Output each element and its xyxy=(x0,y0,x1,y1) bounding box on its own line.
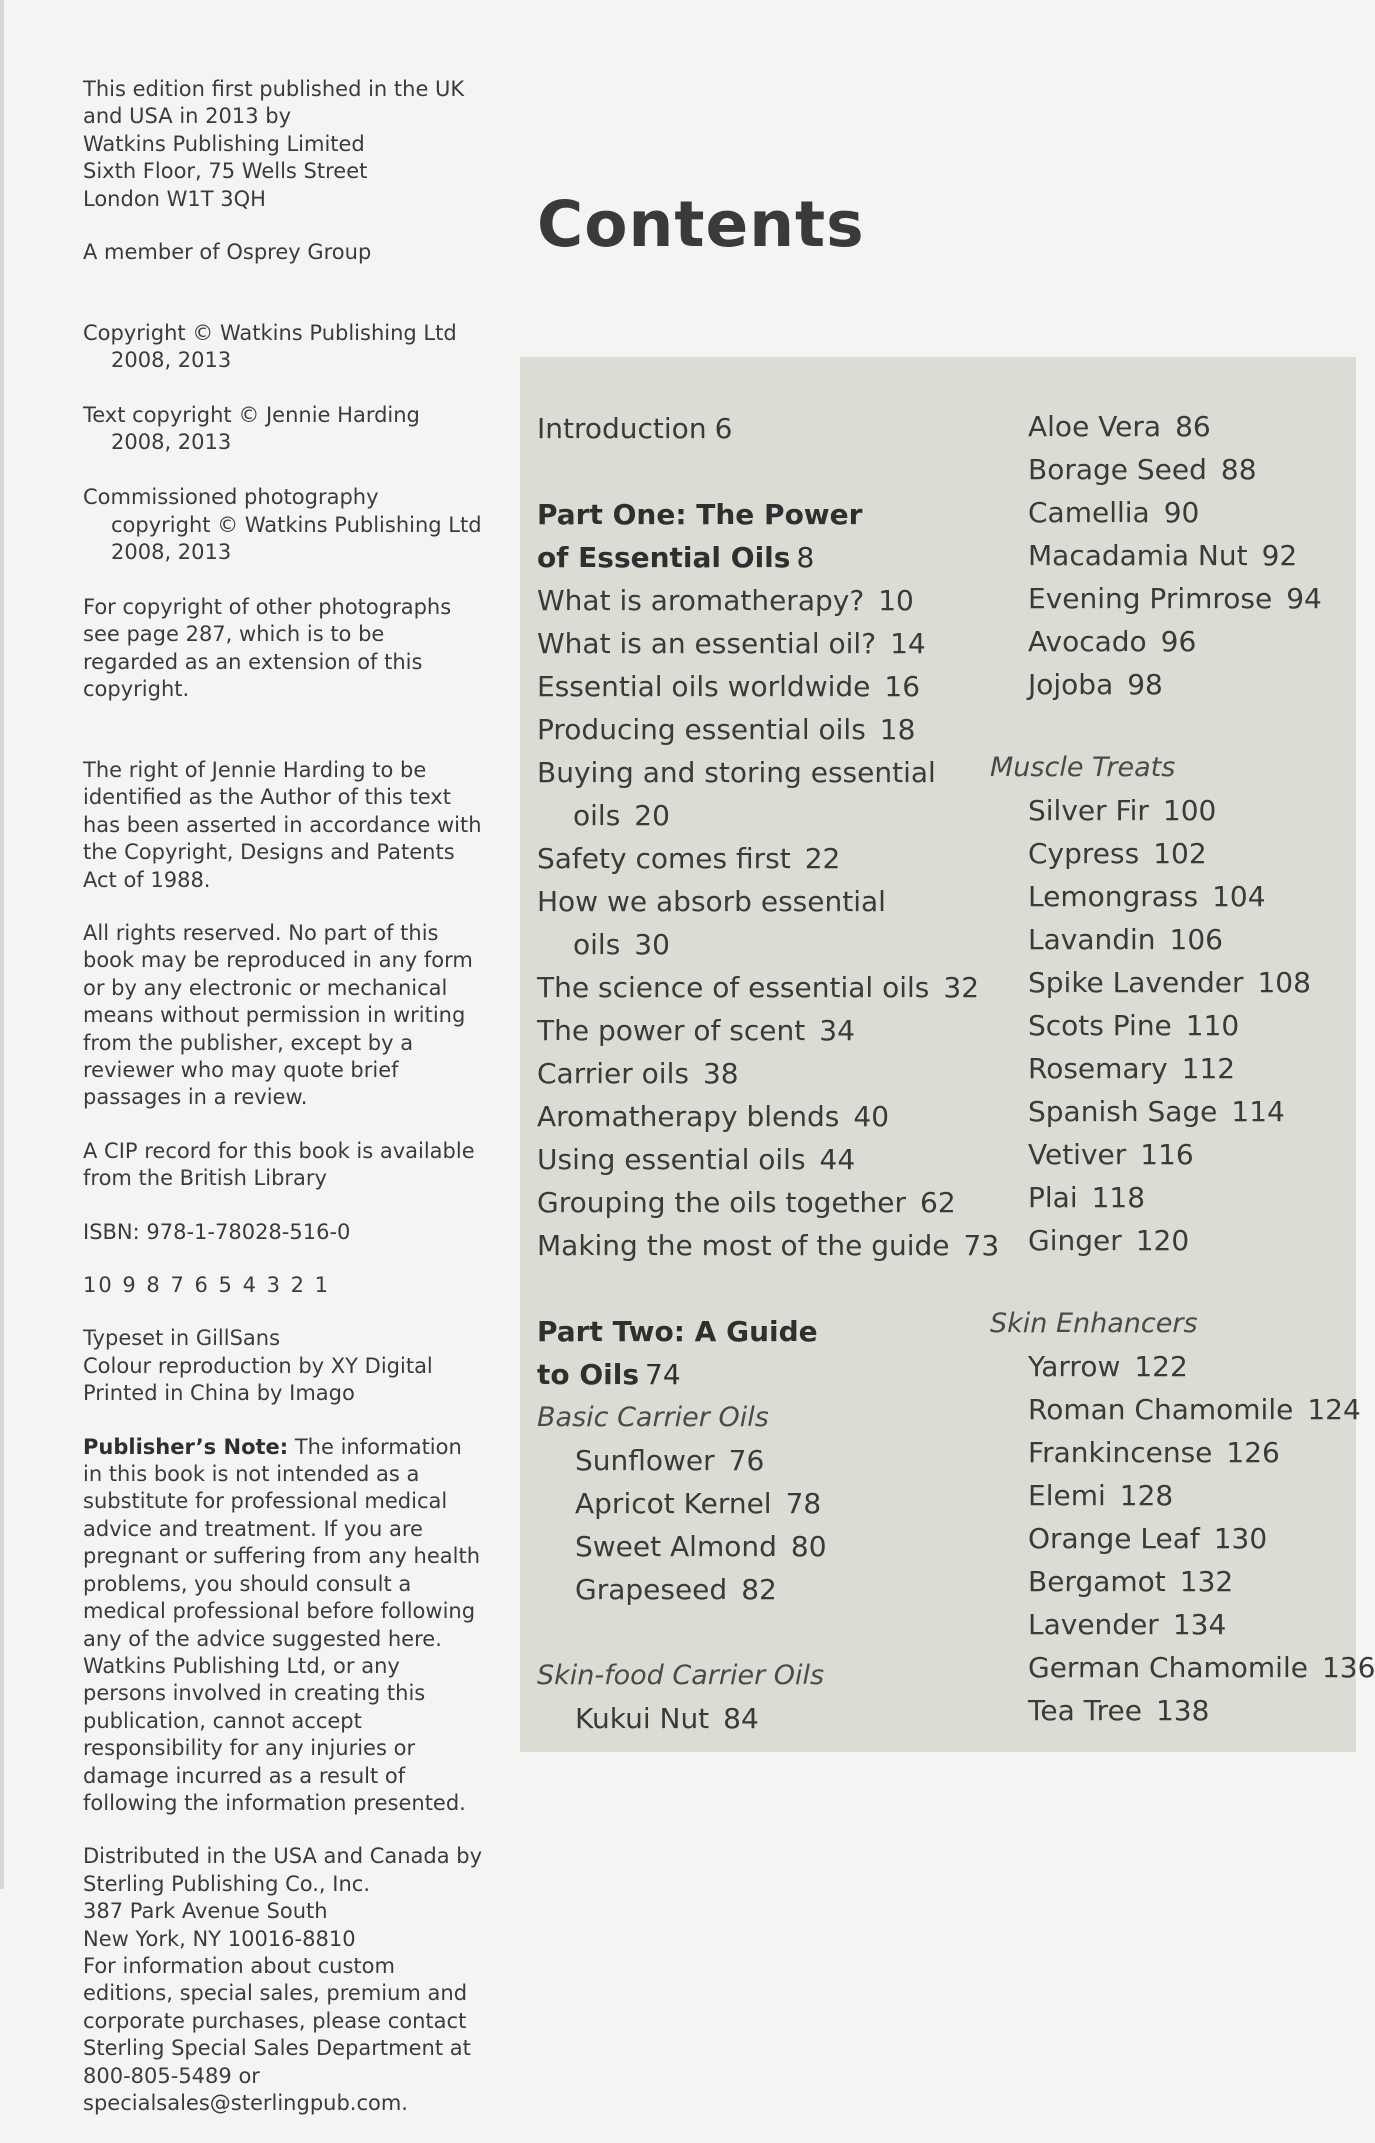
toc-entry-page: 120 xyxy=(1135,1224,1190,1257)
toc-entry-label: Yarrow xyxy=(1028,1350,1121,1383)
toc-entry xyxy=(990,448,1356,491)
toc-entry-page: 92 xyxy=(1261,539,1298,572)
toc-entry-label: What is an essential oil? xyxy=(537,627,877,660)
toc-entry xyxy=(990,1689,1356,1732)
toc-entry-page: 104 xyxy=(1212,880,1266,913)
toc-entry-page: 14 xyxy=(890,627,926,660)
toc-entry-page: 78 xyxy=(785,1487,822,1520)
toc-entry-page: 76 xyxy=(728,1444,765,1477)
toc-entry xyxy=(990,1603,1356,1646)
toc-entry xyxy=(537,923,1007,966)
toc-entry xyxy=(990,961,1356,1004)
toc-entry-label: Avocado xyxy=(1028,625,1147,658)
toc-entry xyxy=(537,880,1007,923)
toc-entry-page: 88 xyxy=(1220,453,1257,486)
part-one-heading xyxy=(537,536,1007,579)
toc-entry-label: Jojoba xyxy=(1028,668,1114,701)
toc-entry xyxy=(537,751,1007,794)
copyright-block xyxy=(83,292,483,731)
toc-entry-label: Making the most of the guide xyxy=(537,1229,950,1262)
toc-entry-page: 116 xyxy=(1140,1138,1194,1171)
toc-entry xyxy=(537,1224,1007,1267)
toc-entry-label: Buying and storing essential xyxy=(537,756,936,789)
print-line: 10 9 8 7 6 5 4 3 2 1 xyxy=(83,1273,331,1298)
part-heading-line: to Oils xyxy=(537,1358,640,1391)
toc-entry xyxy=(537,1482,1007,1525)
toc-entry-page: 94 xyxy=(1286,582,1322,615)
note-text: The information in this book is not intended as a substitute for professional medical advice and treatment. If you are pregnant or suffering from any health problems, you should consult a medical professional before following any of the advice suggested here. Watkins Publishing Ltd, or any persons involved in creating this publication, cannot accept responsibility for any injuries or damage incurred as a result of following the information presented. xyxy=(83,1434,481,1815)
toc-entry-page: 110 xyxy=(1185,1009,1240,1042)
toc-entry xyxy=(990,1133,1356,1176)
toc-entry xyxy=(990,620,1356,663)
toc-entry xyxy=(990,1388,1361,1431)
toc-entry-label: Kukui Nut xyxy=(575,1702,710,1735)
publisher-address: This edition first published in the UK and USA in 2013 by Watkins Publishing Limited Sixth Floor, 75 Wells Street London W1T 3QH xyxy=(83,77,465,211)
toc-entry xyxy=(537,1009,1007,1052)
toc-entry-label: Aromatherapy blends xyxy=(537,1100,840,1133)
toc-entry-label: The science of essential oils xyxy=(537,971,930,1004)
toc-entry-page: 118 xyxy=(1091,1181,1146,1214)
part-two-heading xyxy=(537,1310,1007,1353)
part-heading-line: Part Two: A Guide xyxy=(537,1315,818,1348)
author-rights: The right of Jennie Harding to be identified as the Author of this text has been asserted in accordance with the Copyright, Designs and Patents Act of 1988. xyxy=(83,757,482,892)
toc-entry xyxy=(990,1345,1356,1388)
toc-entry xyxy=(990,663,1356,706)
toc-entry-label: How we absorb essential xyxy=(537,885,886,918)
toc-entry xyxy=(537,794,1007,837)
spacer xyxy=(537,1611,1007,1654)
toc-entry-page: 44 xyxy=(819,1143,856,1176)
toc-entry-label: Lavender xyxy=(1028,1608,1159,1641)
toc-entry-label: German Chamomile xyxy=(1028,1651,1308,1684)
rights-reserved: All rights reserved. No part of this book may be reproduced in any form or by any electronic or mechanical means without permission in writing from the publisher, except by a reviewer who may quote brief passages in a review. xyxy=(83,920,473,1110)
toc-entry-page: 98 xyxy=(1127,668,1163,701)
toc-entry xyxy=(990,1219,1356,1262)
toc-entry xyxy=(990,1004,1356,1047)
toc-entry-page: 38 xyxy=(702,1057,739,1090)
toc-entry-label: Elemi xyxy=(1028,1479,1106,1512)
toc-entry xyxy=(537,1095,1007,1138)
toc-entry-page: 112 xyxy=(1181,1052,1236,1085)
toc-entry-label: Lavandin xyxy=(1028,923,1156,956)
toc-entry xyxy=(990,789,1356,832)
toc-entry-page: 128 xyxy=(1119,1479,1174,1512)
toc-entry xyxy=(990,1431,1356,1474)
toc-entry-page: 62 xyxy=(920,1186,956,1219)
toc-entry-label: Rosemary xyxy=(1028,1052,1168,1085)
spacer xyxy=(990,706,1356,746)
toc-entry-label: Sunflower xyxy=(575,1444,715,1477)
toc-panel xyxy=(520,357,1375,1752)
toc-entry-introduction xyxy=(537,407,1007,450)
toc-entry xyxy=(990,1474,1356,1517)
toc-column-left xyxy=(537,407,1007,1740)
cip-record: A CIP record for this book is available from the British Library xyxy=(83,1138,475,1191)
section-heading-skin-enhancers: Skin Enhancers xyxy=(990,1308,1198,1339)
toc-entry-label: Safety comes first xyxy=(537,842,791,875)
toc-entry-page: 136 xyxy=(1321,1651,1375,1684)
skinfood-carrier-items-continued xyxy=(990,405,1356,706)
spacer xyxy=(990,1262,1356,1302)
toc-entry xyxy=(990,832,1356,875)
toc-entry-label: Evening Primrose xyxy=(1028,582,1273,615)
toc-entry-label: Grouping the oils together xyxy=(537,1186,907,1219)
toc-entry-page: 134 xyxy=(1172,1608,1227,1641)
toc-entry-page: 20 xyxy=(634,799,670,832)
copyright-line: Copyright © Watkins Publishing Ltd 2008, 2013 xyxy=(83,320,457,373)
member-line: A member of Osprey Group xyxy=(83,240,372,265)
toc-entry-label: Tea Tree xyxy=(1028,1694,1142,1727)
toc-entry xyxy=(990,1646,1375,1689)
toc-entry-page: 32 xyxy=(943,971,980,1004)
toc-entry-page: 6 xyxy=(714,412,733,445)
isbn: ISBN: 978-1-78028-516-0 xyxy=(83,1219,351,1244)
note-label: Publisher’s Note: xyxy=(83,1434,289,1459)
distribution: Distributed in the USA and Canada by Sterling Publishing Co., Inc. 387 Park Avenue South New York, NY 10016-8810 For information about custom editions, special sales, premium and corporate purchases, please contact Sterling Special Sales Department at 800-805-5489 or specialsales@sterlingpub.com. xyxy=(83,1844,483,2115)
toc-entry xyxy=(990,405,1356,448)
skin-enhancers-items xyxy=(990,1345,1375,1732)
part-heading-line: of Essential Oils xyxy=(537,541,791,574)
toc-entry-page: 18 xyxy=(879,713,916,746)
skinfood-carrier-items xyxy=(537,1697,1007,1740)
toc-entry xyxy=(990,918,1356,961)
page-title: Contents xyxy=(537,188,865,261)
toc-entry-label: The power of scent xyxy=(537,1014,806,1047)
part-two-heading xyxy=(537,1353,1007,1396)
toc-entry xyxy=(537,966,1007,1009)
toc-column-right xyxy=(990,405,1375,1732)
toc-entry xyxy=(990,1517,1356,1560)
muscle-treats-items xyxy=(990,789,1356,1262)
toc-entry-label: What is aromatherapy? xyxy=(537,584,865,617)
toc-entry xyxy=(990,1090,1356,1133)
toc-entry xyxy=(537,1439,1007,1482)
copyright-line: Commissioned photography copyright © Watkins Publishing Ltd 2008, 2013 xyxy=(83,485,482,565)
toc-entry-page: 114 xyxy=(1231,1095,1285,1128)
toc-entry-label: Spike Lavender xyxy=(1028,966,1244,999)
toc-entry-label: oils xyxy=(573,928,621,961)
toc-entry-page: 73 xyxy=(963,1229,1000,1262)
toc-entry xyxy=(990,491,1356,534)
toc-entry xyxy=(537,708,1007,751)
toc-entry-page: 8 xyxy=(796,541,815,574)
toc-entry xyxy=(990,534,1356,577)
toc-entry-label: Frankincense xyxy=(1028,1436,1213,1469)
toc-entry-page: 86 xyxy=(1175,410,1211,443)
toc-entry-page: 90 xyxy=(1163,496,1200,529)
toc-entry-label: Ginger xyxy=(1028,1224,1122,1257)
toc-entry-label: Orange Leaf xyxy=(1028,1522,1200,1555)
basic-carrier-items xyxy=(537,1439,1007,1611)
spacer xyxy=(537,450,1007,493)
toc-entry-label: Plai xyxy=(1028,1181,1078,1214)
toc-entry-page: 106 xyxy=(1169,923,1223,956)
toc-entry-label: Introduction xyxy=(537,412,707,445)
toc-entry-page: 80 xyxy=(790,1530,827,1563)
part-heading-line: Part One: The Power xyxy=(537,498,863,531)
toc-entry-label: Vetiver xyxy=(1028,1138,1127,1171)
toc-entry xyxy=(990,875,1356,918)
toc-entry xyxy=(990,1176,1356,1219)
toc-entry-page: 124 xyxy=(1307,1393,1361,1426)
toc-entry-label: Macadamia Nut xyxy=(1028,539,1248,572)
toc-entry-label: Borage Seed xyxy=(1028,453,1207,486)
toc-entry-label: Spanish Sage xyxy=(1028,1095,1218,1128)
toc-entry-page: 30 xyxy=(634,928,670,961)
toc-entry xyxy=(537,837,1007,880)
spacer xyxy=(537,1267,1007,1310)
part-one-heading xyxy=(537,493,1007,536)
toc-entry-page: 126 xyxy=(1226,1436,1280,1469)
toc-entry-label: Essential oils worldwide xyxy=(537,670,871,703)
toc-entry-page: 40 xyxy=(853,1100,890,1133)
toc-entry-page: 34 xyxy=(819,1014,855,1047)
toc-entry xyxy=(990,1560,1356,1603)
publishers-note xyxy=(83,1434,483,1818)
toc-entry-label: Sweet Almond xyxy=(575,1530,777,1563)
section-heading-basic-carrier: Basic Carrier Oils xyxy=(537,1402,769,1433)
section-heading-muscle-treats: Muscle Treats xyxy=(990,752,1176,783)
toc-entry-label: Roman Chamomile xyxy=(1028,1393,1294,1426)
toc-entry xyxy=(537,1697,1007,1740)
toc-entry-page: 108 xyxy=(1257,966,1311,999)
toc-entry-label: Grapeseed xyxy=(575,1573,728,1606)
toc-entry xyxy=(990,1047,1356,1090)
toc-entry-page: 16 xyxy=(884,670,921,703)
section-heading-skinfood-carrier: Skin-food Carrier Oils xyxy=(537,1660,825,1691)
toc-entry-label: Aloe Vera xyxy=(1028,410,1162,443)
toc-entry-label: Silver Fir xyxy=(1028,794,1149,827)
toc-entry-page: 10 xyxy=(878,584,914,617)
toc-entry-label: Apricot Kernel xyxy=(575,1487,772,1520)
copyright-line: For copyright of other photographs see page 287, which is to be regarded as an extension of this copyright. xyxy=(83,594,452,702)
toc-entry xyxy=(537,1181,1007,1224)
toc-entry xyxy=(537,1568,1007,1611)
copyright-line: Text copyright © Jennie Harding 2008, 2013 xyxy=(83,403,420,455)
toc-entry-page: 84 xyxy=(723,1702,759,1735)
toc-entry-page: 100 xyxy=(1162,794,1217,827)
toc-entry xyxy=(537,1138,1007,1181)
toc-entry-page: 122 xyxy=(1134,1350,1188,1383)
toc-entry-label: Bergamot xyxy=(1028,1565,1166,1598)
toc-entry-label: Producing essential oils xyxy=(537,713,866,746)
toc-entry-label: Scots Pine xyxy=(1028,1009,1172,1042)
toc-entry-page: 130 xyxy=(1213,1522,1268,1555)
toc-entry-page: 74 xyxy=(645,1358,681,1391)
toc-entry-label: Carrier oils xyxy=(537,1057,689,1090)
production-credits: Typeset in GillSans Colour reproduction by XY Digital Printed in China by Imago xyxy=(83,1326,433,1406)
toc-entry-label: Cypress xyxy=(1028,837,1140,870)
toc-entry xyxy=(537,1052,1007,1095)
toc-entry-label: oils xyxy=(573,799,621,832)
toc-entry-page: 96 xyxy=(1160,625,1197,658)
toc-entry-label: Camellia xyxy=(1028,496,1150,529)
toc-entry-page: 138 xyxy=(1155,1694,1210,1727)
toc-entry-page: 102 xyxy=(1153,837,1207,870)
toc-entry-label: Using essential oils xyxy=(537,1143,806,1176)
toc-entry-page: 132 xyxy=(1179,1565,1234,1598)
toc-entry xyxy=(537,579,1007,622)
toc-entry-page: 22 xyxy=(804,842,841,875)
toc-entry xyxy=(537,1525,1007,1568)
part-one-items xyxy=(537,579,1007,1267)
toc-entry-page: 82 xyxy=(741,1573,777,1606)
toc-entry-label: Lemongrass xyxy=(1028,880,1199,913)
toc-entry xyxy=(537,622,1007,665)
page-edge xyxy=(0,0,4,1889)
toc-entry xyxy=(990,577,1356,620)
toc-entry xyxy=(537,665,1007,708)
imprint-column xyxy=(83,76,483,2143)
